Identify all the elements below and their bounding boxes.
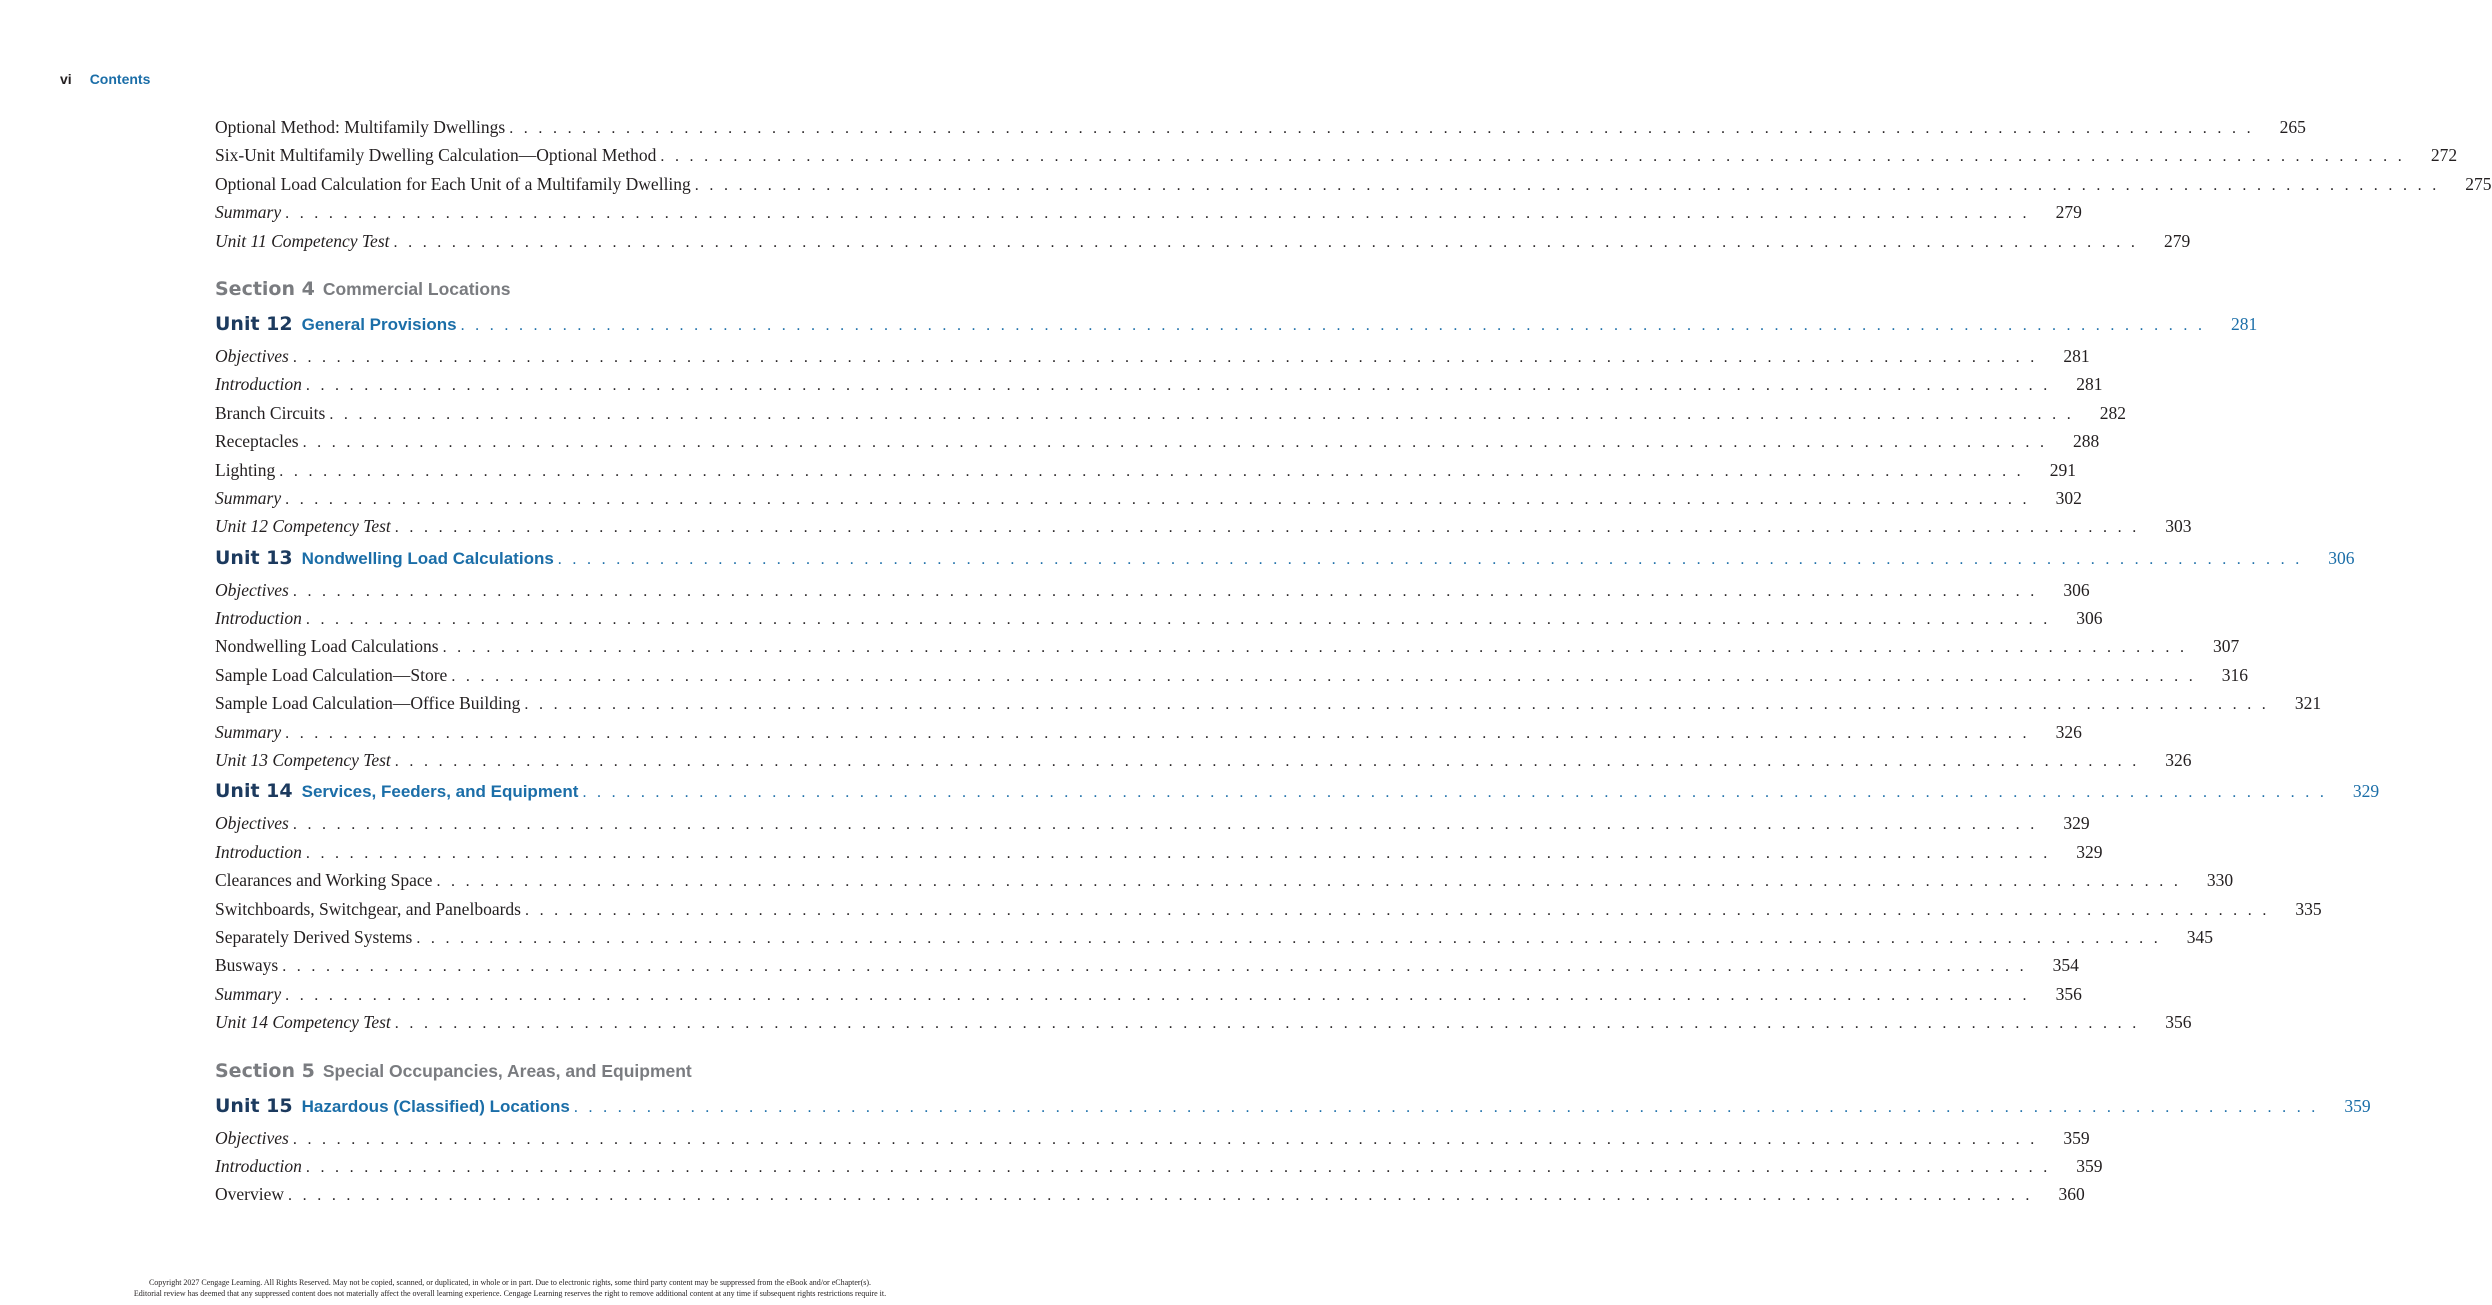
toc-entry[interactable] [215, 604, 2103, 632]
dot-leader: . . . . . . . . . . . . . . . . . . . . . . . . . . . . . . . . . . . . . . . . . . . . . . . . . . . . . . . . . . . . . . . . . . . . . . . . . . . . . . . . . . . . . . . . . . . . . . . . . . . . . . . . . . . . . . . . . . . . . . . . [305, 1158, 2051, 1176]
toc-entry[interactable] [215, 718, 2082, 746]
toc-entry[interactable] [215, 866, 2234, 894]
dot-leader: . . . . . . . . . . . . . . . . . . . . . . . . . . . . . . . . . . . . . . . . . . . . . . . . . . . . . . . . . . . . . . . . . . . . . . . . . . . . . . . . . . . . . . . . . . . . . . . . . . . . . . . . . . . . . . . . . . . . . . . . [305, 611, 2051, 629]
toc-entry-page-number: 345 [2186, 926, 2214, 947]
toc-entry-label: Introduction [215, 374, 302, 395]
unit-heading[interactable] [215, 541, 2355, 576]
toc-entry-label: Branch Circuits [215, 402, 326, 423]
unit-number: Unit 15 [215, 1094, 293, 1117]
dot-leader: . . . . . . . . . . . . . . . . . . . . . . . . . . . . . . . . . . . . . . . . . . . . . . . . . . . . . . . . . . . . . . . . . . . . . . . . . . . . . . . . . . . . . . . . . . . . . . . . . . . . . . . . . . . . . . . . . . . . . . . . [305, 377, 2051, 395]
dot-leader: . . . . . . . . . . . . . . . . . . . . . . . . . . . . . . . . . . . . . . . . . . . . . . . . . . . . . . . . . . . . . . . . . . . . . . . . . . . . . . . . . . . . . . . . . . . . . . . . . . . . . . . . . . . . . . . . . . . . . . . . [451, 667, 2197, 685]
dot-leader: . . . . . . . . . . . . . . . . . . . . . . . . . . . . . . . . . . . . . . . . . . . . . . . . . . . . . . . . . . . . . . . . . . . . . . . . . . . . . . . . . . . . . . . . . . . . . . . . . . . . . . . . . . . . . . . . . . . . . . . . [285, 490, 2030, 508]
unit-heading[interactable] [215, 307, 2258, 342]
toc-entry[interactable] [215, 923, 2214, 951]
dot-leader: . . . . . . . . . . . . . . . . . . . . . . . . . . . . . . . . . . . . . . . . . . . . . . . . . . . . . . . . . . . . . . . . . . . . . . . . . . . . . . . . . . . . . . . . . . . . . . . . . . . . . . . . . . . . . . . . . . . . . . . . [460, 316, 2206, 334]
toc-entry-label: Introduction [215, 1155, 302, 1176]
toc-entry-label: Unit 14 Competency Test [215, 1012, 391, 1033]
section-title: Commercial Locations [322, 278, 511, 299]
toc-entry-page-number: 302 [2055, 487, 2082, 508]
section-title: Special Occupancies, Areas, and Equipment [322, 1060, 692, 1081]
toc-entry[interactable] [215, 1124, 2090, 1152]
copyright-line-1: Copyright 2027 Cengage Learning. All Rights Reserved. May not be copied, scanned, or duplicated, in whole or in part. Due to electronic rights, some third party content may be suppressed from the eBook and/or eChapter(s). [148, 1278, 872, 1287]
toc-entry-page-number: 282 [2099, 402, 2127, 423]
dot-leader: . . . . . . . . . . . . . . . . . . . . . . . . . . . . . . . . . . . . . . . . . . . . . . . . . . . . . . . . . . . . . . . . . . . . . . . . . . . . . . . . . . . . . . . . . . . . . . . . . . . . . . . . . . . . . . . . . . . . . . . . [509, 120, 2254, 137]
toc-entry[interactable] [215, 980, 2082, 1008]
toc-entry-label: Objectives [215, 1127, 289, 1148]
toc-entry-label: Summary [215, 983, 282, 1004]
toc-entry-label: Busways [215, 955, 279, 976]
table-of-contents [215, 113, 2492, 1209]
copyright-line-2: Editorial review has deemed that any suppressed content does not materially affect the overall learning experience. Cengage Learning reserves the right to remove additional content at any time if subsequent rights restrictions require it. [133, 1289, 887, 1298]
unit-heading[interactable] [215, 774, 2380, 809]
toc-entry-label: Objectives [215, 345, 289, 366]
section-heading [215, 272, 791, 307]
toc-entry-page-number: 335 [2295, 898, 2322, 919]
dot-leader: . . . . . . . . . . . . . . . . . . . . . . . . . . . . . . . . . . . . . . . . . . . . . . . . . . . . . . . . . . . . . . . . . . . . . . . . . . . . . . . . . . . . . . . . . . . . . . . . . . . . . . . . . . . . . . . . . . . . . . . . [394, 1015, 2140, 1033]
dot-leader: . . . . . . . . . . . . . . . . . . . . . . . . . . . . . . . . . . . . . . . . . . . . . . . . . . . . . . . . . . . . . . . . . . . . . . . . . . . . . . . . . . . . . . . . . . . . . . . . . . . . . . . . . . . . . . . . . . . . . . . . [582, 784, 2328, 802]
toc-entry-page-number: 359 [2076, 1155, 2103, 1176]
toc-entry[interactable] [215, 746, 2192, 774]
unit-title: Nondwelling Load Calculations [301, 548, 554, 568]
toc-entry[interactable] [215, 661, 2249, 689]
toc-entry-label: Lighting [215, 459, 276, 480]
toc-entry-page-number: 303 [2165, 516, 2192, 537]
toc-entry[interactable] [215, 576, 2090, 604]
dot-leader: . . . . . . . . . . . . . . . . . . . . . . . . . . . . . . . . . . . . . . . . . . . . . . . . . . . . . . . . . . . . . . . . . . . . . . . . . . . . . . . . . . . . . . . . . . . . . . . . . . . . . . . . . . . . . . . . . . . . . . . . [394, 753, 2140, 771]
toc-entry-label: Nondwelling Load Calculations [215, 636, 439, 657]
unit-title: Services, Feeders, and Equipment [301, 782, 579, 802]
toc-entry-label: Switchboards, Switchgear, and Panelboards [215, 898, 521, 919]
toc-entry[interactable] [215, 227, 2191, 255]
dot-leader: . . . . . . . . . . . . . . . . . . . . . . . . . . . . . . . . . . . . . . . . . . . . . . . . . . . . . . . . . . . . . . . . . . . . . . . . . . . . . . . . . . . . . . . . . . . . . . . . . . . . . . . . . . . . . . . . . . . . . . . . [557, 550, 2303, 568]
toc-entry[interactable] [215, 456, 2076, 484]
toc-entry-page-number: 321 [2294, 693, 2322, 714]
section-number: Section 5 [215, 1059, 315, 1082]
toc-entry[interactable] [215, 838, 2103, 866]
unit-title: Hazardous (Classified) Locations [301, 1096, 570, 1116]
toc-entry-label: Introduction [215, 841, 302, 862]
toc-entry-page-number: 316 [2221, 664, 2249, 685]
toc-entry[interactable] [215, 895, 2322, 923]
dot-leader: . . . . . . . . . . . . . . . . . . . . . . . . . . . . . . . . . . . . . . . . . . . . . . . . . . . . . . . . . . . . . . . . . . . . . . . . . . . . . . . . . . . . . . . . . . . . . . . . . . . . . . . . . . . . . . . . . . . . . . . . [416, 929, 2162, 947]
toc-entry-label: Summary [215, 487, 282, 508]
toc-entry-label: Summary [215, 202, 282, 223]
running-head [60, 71, 150, 87]
toc-entry-label: Introduction [215, 608, 302, 629]
unit-number: Unit 14 [215, 780, 293, 803]
unit-page-number: 281 [2231, 313, 2258, 334]
toc-entry-label: Optional Method: Multifamily Dwellings [215, 117, 506, 137]
dot-leader: . . . . . . . . . . . . . . . . . . . . . . . . . . . . . . . . . . . . . . . . . . . . . . . . . . . . . . . . . . . . . . . . . . . . . . . . . . . . . . . . . . . . . . . . . . . . . . . . . . . . . . . . . . . . . . . . . . . . . . . . [442, 639, 2188, 657]
dot-leader: . . . . . . . . . . . . . . . . . . . . . . . . . . . . . . . . . . . . . . . . . . . . . . . . . . . . . . . . . . . . . . . . . . . . . . . . . . . . . . . . . . . . . . . . . . . . . . . . . . . . . . . . . . . . . . . . . . . . . . . . [305, 844, 2051, 862]
dot-leader: . . . . . . . . . . . . . . . . . . . . . . . . . . . . . . . . . . . . . . . . . . . . . . . . . . . . . . . . . . . . . . . . . . . . . . . . . . . . . . . . . . . . . . . . . . . . . . . . . . . . . . . . . . . . . . . . . . . . . . . . [282, 958, 2027, 976]
toc-entry-label: Sample Load Calculation—Office Building [215, 693, 521, 714]
dot-leader: . . . . . . . . . . . . . . . . . . . . . . . . . . . . . . . . . . . . . . . . . . . . . . . . . . . . . . . . . . . . . . . . . . . . . . . . . . . . . . . . . . . . . . . . . . . . . . . . . . . . . . . . . . . . . . . . . . . . . . . . [292, 816, 2038, 834]
toc-entry[interactable] [215, 1008, 2192, 1036]
dot-leader: . . . . . . . . . . . . . . . . . . . . . . . . . . . . . . . . . . . . . . . . . . . . . . . . . . . . . . . . . . . . . . . . . . . . . . . . . . . . . . . . . . . . . . . . . . . . . . . . . . . . . . . . . . . . . . . . . . . . . . . . [302, 434, 2048, 452]
copyright-footer [0, 1277, 1020, 1299]
toc-entry-page-number: 356 [2055, 983, 2082, 1004]
toc-entry[interactable] [215, 141, 2458, 169]
unit-number: Unit 13 [215, 546, 293, 569]
dot-leader: . . . . . . . . . . . . . . . . . . . . . . . . . . . . . . . . . . . . . . . . . . . . . . . . . . . . . . . . . . . . . . . . . . . . . . . . . . . . . . . . . . . . . . . . . . . . . . . . . . . . . . . . . . . . . . . . . . . . . . . . [436, 873, 2182, 891]
toc-entry-label: Separately Derived Systems [215, 926, 413, 947]
toc-entry-label: Unit 12 Competency Test [215, 516, 391, 537]
toc-entry-page-number: 354 [2052, 955, 2079, 976]
section-heading [215, 1054, 791, 1089]
toc-entry-label: Optional Load Calculation for Each Unit of a Multifamily Dwelling [215, 173, 691, 194]
toc-entry-label: Objectives [215, 813, 289, 834]
toc-entry[interactable] [215, 1152, 2103, 1180]
toc-entry-label: Six-Unit Multifamily Dwelling Calculation—Optional Method [215, 145, 657, 166]
toc-entry-page-number: 306 [2063, 579, 2090, 600]
toc-entry-label: Summary [215, 721, 282, 742]
toc-entry-page-number: 281 [2076, 374, 2103, 395]
toc-entry-page-number: 279 [2055, 202, 2082, 223]
toc-entry[interactable] [215, 113, 2306, 141]
toc-entry-page-number: 326 [2165, 750, 2192, 771]
toc-entry-page-number: 291 [2049, 459, 2076, 480]
toc-entry-label: Clearances and Working Space [215, 870, 433, 891]
dot-leader: . . . . . . . . . . . . . . . . . . . . . . . . . . . . . . . . . . . . . . . . . . . . . . . . . . . . . . . . . . . . . . . . . . . . . . . . . . . . . . . . . . . . . . . . . . . . . . . . . . . . . . . . . . . . . . . . . . . . . . . . [329, 405, 2075, 423]
toc-entry-page-number: 265 [2279, 117, 2306, 137]
toc-entry[interactable] [215, 1180, 2085, 1208]
toc-entry-page-number: 281 [2063, 345, 2090, 366]
toc-entry[interactable] [215, 170, 2492, 198]
toc-entry[interactable] [215, 342, 2090, 370]
toc-entry[interactable] [215, 370, 2103, 398]
toc-entry[interactable] [215, 399, 2127, 427]
dot-leader: . . . . . . . . . . . . . . . . . . . . . . . . . . . . . . . . . . . . . . . . . . . . . . . . . . . . . . . . . . . . . . . . . . . . . . . . . . . . . . . . . . . . . . . . . . . . . . . . . . . . . . . . . . . . . . . . . . . . . . . . [285, 724, 2030, 742]
dot-leader: . . . . . . . . . . . . . . . . . . . . . . . . . . . . . . . . . . . . . . . . . . . . . . . . . . . . . . . . . . . . . . . . . . . . . . . . . . . . . . . . . . . . . . . . . . . . . . . . . . . . . . . . . . . . . . . . . . . . . . . . [393, 233, 2139, 251]
dot-leader: . . . . . . . . . . . . . . . . . . . . . . . . . . . . . . . . . . . . . . . . . . . . . . . . . . . . . . . . . . . . . . . . . . . . . . . . . . . . . . . . . . . . . . . . . . . . . . . . . . . . . . . . . . . . . . . . . . . . . . . . [292, 348, 2038, 366]
unit-number: Unit 12 [215, 312, 293, 335]
toc-entry[interactable] [215, 632, 2240, 660]
toc-entry-page-number: 275 [2465, 173, 2492, 194]
dot-leader: . . . . . . . . . . . . . . . . . . . . . . . . . . . . . . . . . . . . . . . . . . . . . . . . . . . . . . . . . . . . . . . . . . . . . . . . . . . . . . . . . . . . . . . . . . . . . . . . . . . . . . . . . . . . . . . . . . . . . . . . [524, 901, 2270, 919]
toc-entry[interactable] [215, 427, 2100, 455]
toc-entry-page-number: 359 [2063, 1127, 2090, 1148]
toc-entry[interactable] [215, 809, 2090, 837]
unit-page-number: 359 [2344, 1095, 2371, 1116]
toc-entry-page-number: 356 [2165, 1012, 2192, 1033]
dot-leader: . . . . . . . . . . . . . . . . . . . . . . . . . . . . . . . . . . . . . . . . . . . . . . . . . . . . . . . . . . . . . . . . . . . . . . . . . . . . . . . . . . . . . . . . . . . . . . . . . . . . . . . . . . . . . . . . . . . . . . . . [573, 1098, 2319, 1116]
toc-entry-page-number: 360 [2058, 1184, 2085, 1205]
toc-entry[interactable] [215, 198, 2082, 226]
toc-entry-page-number: 288 [2073, 431, 2100, 452]
dot-leader: . . . . . . . . . . . . . . . . . . . . . . . . . . . . . . . . . . . . . . . . . . . . . . . . . . . . . . . . . . . . . . . . . . . . . . . . . . . . . . . . . . . . . . . . . . . . . . . . . . . . . . . . . . . . . . . . . . . . . . . . [292, 582, 2038, 600]
dot-leader: . . . . . . . . . . . . . . . . . . . . . . . . . . . . . . . . . . . . . . . . . . . . . . . . . . . . . . . . . . . . . . . . . . . . . . . . . . . . . . . . . . . . . . . . . . . . . . . . . . . . . . . . . . . . . . . . . . . . . . . . [279, 462, 2024, 480]
dot-leader: . . . . . . . . . . . . . . . . . . . . . . . . . . . . . . . . . . . . . . . . . . . . . . . . . . . . . . . . . . . . . . . . . . . . . . . . . . . . . . . . . . . . . . . . . . . . . . . . . . . . . . . . . . . . . . . . . . . . . . . . [694, 176, 2440, 194]
page-number: vi [60, 71, 72, 87]
unit-page-number: 329 [2352, 781, 2380, 802]
running-head-title: Contents [89, 71, 151, 87]
unit-page-number: 306 [2328, 547, 2355, 568]
dot-leader: . . . . . . . . . . . . . . . . . . . . . . . . . . . . . . . . . . . . . . . . . . . . . . . . . . . . . . . . . . . . . . . . . . . . . . . . . . . . . . . . . . . . . . . . . . . . . . . . . . . . . . . . . . . . . . . . . . . . . . . . [285, 205, 2030, 223]
toc-entry[interactable] [215, 484, 2082, 512]
toc-entry-label: Unit 11 Competency Test [215, 230, 390, 251]
section-number: Section 4 [215, 277, 315, 300]
unit-title: General Provisions [301, 314, 457, 334]
toc-entry[interactable] [215, 689, 2322, 717]
dot-leader: . . . . . . . . . . . . . . . . . . . . . . . . . . . . . . . . . . . . . . . . . . . . . . . . . . . . . . . . . . . . . . . . . . . . . . . . . . . . . . . . . . . . . . . . . . . . . . . . . . . . . . . . . . . . . . . . . . . . . . . . [660, 148, 2406, 166]
toc-entry-page-number: 272 [2430, 145, 2458, 166]
toc-entry-page-number: 306 [2076, 608, 2103, 629]
toc-entry-label: Objectives [215, 579, 289, 600]
toc-entry-label: Overview [215, 1184, 285, 1205]
toc-entry-page-number: 326 [2055, 721, 2082, 742]
toc-entry-page-number: 279 [2163, 230, 2191, 251]
toc-entry-page-number: 307 [2213, 636, 2240, 657]
toc-entry-page-number: 329 [2076, 841, 2103, 862]
toc-entry-label: Sample Load Calculation—Store [215, 664, 448, 685]
toc-entry-page-number: 330 [2206, 870, 2234, 891]
dot-leader: . . . . . . . . . . . . . . . . . . . . . . . . . . . . . . . . . . . . . . . . . . . . . . . . . . . . . . . . . . . . . . . . . . . . . . . . . . . . . . . . . . . . . . . . . . . . . . . . . . . . . . . . . . . . . . . . . . . . . . . . [285, 986, 2030, 1004]
toc-entry[interactable] [215, 951, 2079, 979]
toc-entry-label: Receptacles [215, 431, 299, 452]
dot-leader: . . . . . . . . . . . . . . . . . . . . . . . . . . . . . . . . . . . . . . . . . . . . . . . . . . . . . . . . . . . . . . . . . . . . . . . . . . . . . . . . . . . . . . . . . . . . . . . . . . . . . . . . . . . . . . . . . . . . . . . . [524, 696, 2270, 714]
unit-heading[interactable] [215, 1089, 2371, 1124]
toc-entry[interactable] [215, 512, 2192, 540]
dot-leader: . . . . . . . . . . . . . . . . . . . . . . . . . . . . . . . . . . . . . . . . . . . . . . . . . . . . . . . . . . . . . . . . . . . . . . . . . . . . . . . . . . . . . . . . . . . . . . . . . . . . . . . . . . . . . . . . . . . . . . . . [292, 1130, 2038, 1148]
dot-leader: . . . . . . . . . . . . . . . . . . . . . . . . . . . . . . . . . . . . . . . . . . . . . . . . . . . . . . . . . . . . . . . . . . . . . . . . . . . . . . . . . . . . . . . . . . . . . . . . . . . . . . . . . . . . . . . . . . . . . . . . [394, 519, 2140, 537]
toc-entry-label: Unit 13 Competency Test [215, 750, 391, 771]
toc-entry-page-number: 329 [2063, 813, 2090, 834]
dot-leader: . . . . . . . . . . . . . . . . . . . . . . . . . . . . . . . . . . . . . . . . . . . . . . . . . . . . . . . . . . . . . . . . . . . . . . . . . . . . . . . . . . . . . . . . . . . . . . . . . . . . . . . . . . . . . . . . . . . . . . . . [288, 1187, 2033, 1205]
